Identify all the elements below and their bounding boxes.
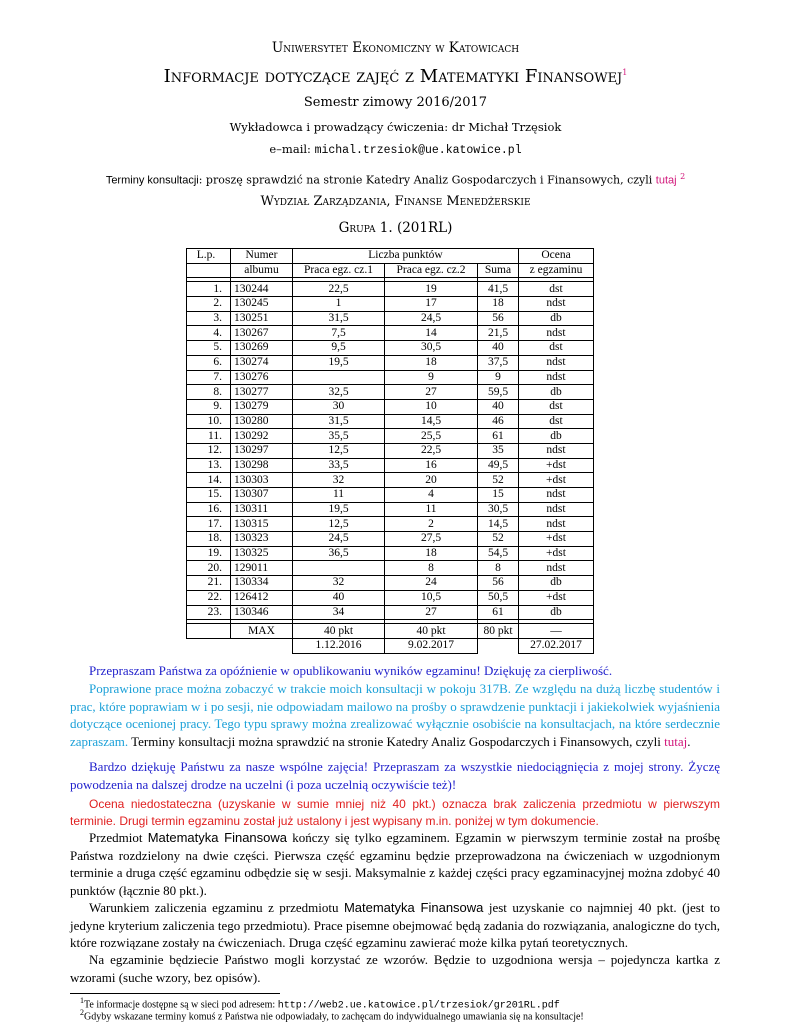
row-lp: 17.	[187, 517, 231, 532]
table-subheader-row	[187, 263, 594, 278]
row-album: 129011	[231, 561, 293, 576]
row-part1: 31,5	[293, 311, 385, 326]
row-album: 130274	[231, 355, 293, 370]
row-part2: 2	[385, 517, 478, 532]
row-sum: 21,5	[478, 326, 519, 341]
row-grade: ndst	[519, 370, 594, 385]
lecturer: Wykładowca i prowadzący ćwiczenia: dr Michał Trzęsiok	[229, 120, 562, 134]
row-sum: 56	[478, 311, 519, 326]
row-album: 130280	[231, 414, 293, 429]
university-name: Uniwersytet Ekonomiczny w Katowicach	[271, 40, 520, 56]
row-part2: 14,5	[385, 414, 478, 429]
group-name: Grupa 1. (201RL)	[338, 220, 453, 236]
table-row	[187, 488, 594, 503]
row-sum: 56	[478, 576, 519, 591]
subject-text-1: Przedmiot	[89, 830, 148, 845]
row-part1: 9,5	[293, 341, 385, 356]
row-sum: 14,5	[478, 517, 519, 532]
row-lp: 6.	[187, 355, 231, 370]
header-grade-1: Ocena	[519, 249, 594, 264]
table-row	[187, 297, 594, 312]
row-part2: 27,5	[385, 532, 478, 547]
row-part2: 17	[385, 297, 478, 312]
grades-table	[186, 248, 594, 654]
row-part1	[293, 561, 385, 576]
row-part2: 22,5	[385, 443, 478, 458]
formulas-paragraph: Na egzaminie będziecie Państwo mogli korzystać ze wzorów. Będzie to uzgodniona wersja – pojedyncza kartka z wzorami (suche wzory, bez opisów).	[70, 952, 720, 985]
row-lp: 23.	[187, 605, 231, 620]
table-row	[187, 502, 594, 517]
table-row	[187, 355, 594, 370]
row-album: 130244	[231, 282, 293, 297]
table-row	[187, 414, 594, 429]
row-part2: 30,5	[385, 341, 478, 356]
row-album: 130303	[231, 473, 293, 488]
row-part2: 10,5	[385, 590, 478, 605]
row-grade: ndst	[519, 326, 594, 341]
footnote-1-mark: 1	[80, 996, 84, 1005]
table-row	[187, 532, 594, 547]
row-album: 130307	[231, 488, 293, 503]
dates-part1: 1.12.2016	[293, 638, 385, 653]
table-row	[187, 576, 594, 591]
row-part1: 40	[293, 590, 385, 605]
max-sum: 80 pkt	[478, 624, 519, 639]
row-lp: 18.	[187, 532, 231, 547]
title-footnote-mark[interactable]: 1	[622, 68, 628, 77]
consultation-line	[0, 172, 791, 187]
row-lp: 8.	[187, 385, 231, 400]
row-album: 130298	[231, 458, 293, 473]
row-album: 130277	[231, 385, 293, 400]
row-grade: ndst	[519, 561, 594, 576]
row-album: 126412	[231, 590, 293, 605]
header-grade-2: z egzaminu	[519, 263, 594, 278]
row-grade: dst	[519, 399, 594, 414]
row-lp: 16.	[187, 502, 231, 517]
max-grade: —	[519, 624, 594, 639]
row-grade: db	[519, 576, 594, 591]
table-row	[187, 311, 594, 326]
max-label: MAX	[231, 624, 293, 639]
row-grade: ndst	[519, 488, 594, 503]
row-sum: 18	[478, 297, 519, 312]
row-sum: 59,5	[478, 385, 519, 400]
consultation-footnote-mark[interactable]: 2	[680, 172, 686, 181]
table-header-row	[187, 249, 594, 264]
table-row	[187, 443, 594, 458]
row-sum: 40	[478, 341, 519, 356]
row-sum: 52	[478, 473, 519, 488]
title-text: Informacje dotyczące zajęć z Matematyki Finansowej	[163, 66, 623, 87]
row-grade: dst	[519, 282, 594, 297]
row-part1: 11	[293, 488, 385, 503]
subject-text-2: kończy się tylko egzaminem. Egzamin w pierwszym terminie został na prośbę Państwa rozdzielony na dwie części. Pierwsza część egzaminu będzie przeprowadzona na ćwiczeniach w uzgodnionym terminie a druga część egzaminu odbędzie się w sesji. Maksymalnie z każdej części pracy egzaminacyjnej można zdobyć 40 punktów (łącznie 80 pkt.).	[70, 830, 720, 898]
row-sum: 46	[478, 414, 519, 429]
row-lp: 13.	[187, 458, 231, 473]
row-part1	[293, 370, 385, 385]
subject-name: Matematyka Finansowa	[147, 830, 287, 845]
apology-paragraph: Przepraszam Państwa za opóźnienie w opublikowaniu wyników egzaminu! Dziękuję za cierpliwość.	[89, 663, 613, 678]
row-lp: 9.	[187, 399, 231, 414]
row-album: 130245	[231, 297, 293, 312]
row-part2: 24,5	[385, 311, 478, 326]
row-grade: db	[519, 385, 594, 400]
row-part1: 19,5	[293, 502, 385, 517]
corrected-link[interactable]: tutaj	[664, 733, 688, 749]
footnote-2-text: Gdyby wskazane terminy komuś z Państwa nie odpowiadały, to zachęcam do indywidualnego umawiania się na konsultacje!	[84, 1011, 584, 1023]
row-sum: 52	[478, 532, 519, 547]
dates-empty-1	[187, 638, 231, 653]
row-lp: 15.	[187, 488, 231, 503]
row-sum: 61	[478, 429, 519, 444]
row-grade: +dst	[519, 473, 594, 488]
condition-paragraph	[70, 899, 720, 952]
row-grade: ndst	[519, 502, 594, 517]
row-sum: 37,5	[478, 355, 519, 370]
dates-part2: 9.02.2017	[385, 638, 478, 653]
row-part2: 25,5	[385, 429, 478, 444]
row-grade: +dst	[519, 590, 594, 605]
row-lp: 20.	[187, 561, 231, 576]
row-lp: 14.	[187, 473, 231, 488]
row-grade: ndst	[519, 517, 594, 532]
email-label: e–mail:	[269, 142, 315, 156]
row-lp: 7.	[187, 370, 231, 385]
row-album: 130346	[231, 605, 293, 620]
row-sum: 9	[478, 370, 519, 385]
footnote-2-mark: 2	[80, 1008, 84, 1017]
faculty: Wydział Zarządzania, Finanse Menedżerskie	[260, 194, 531, 209]
row-album: 130325	[231, 546, 293, 561]
row-sum: 40	[478, 399, 519, 414]
insufficient-grade-paragraph: Ocena niedostateczna (uzyskanie w sumie mniej niż 40 pkt.) oznacza brak zaliczenia przedmiotu w pierwszym terminie. Drugi termin egzaminu został już ustalony i jest wypisany m.in. poniżej w tym dokumencie.	[70, 797, 720, 828]
row-lp: 3.	[187, 311, 231, 326]
corrected-end: .	[687, 733, 691, 749]
header-points: Liczba punktów	[293, 249, 519, 264]
row-part2: 27	[385, 605, 478, 620]
row-lp: 4.	[187, 326, 231, 341]
footnote-1-url[interactable]: http://web2.ue.katowice.pl/trzesiok/gr201RL.pdf	[277, 1000, 560, 1012]
row-grade: ndst	[519, 355, 594, 370]
row-part1: 30	[293, 399, 385, 414]
page-title	[0, 66, 791, 87]
row-part2: 19	[385, 282, 478, 297]
row-sum: 61	[478, 605, 519, 620]
table-row	[187, 429, 594, 444]
row-part2: 24	[385, 576, 478, 591]
consultation-text: : proszę sprawdzić na stronie Katedry Analiz Gospodarczych i Finansowych, czyli	[198, 173, 656, 187]
row-grade: +dst	[519, 546, 594, 561]
condition-subject-name: Matematyka Finansowa	[343, 900, 484, 915]
row-sum: 41,5	[478, 282, 519, 297]
row-part1: 32,5	[293, 385, 385, 400]
table-row	[187, 370, 594, 385]
footnote-1-text: Te informacje dostępne są w sieci pod adresem:	[84, 999, 278, 1011]
row-part2: 16	[385, 458, 478, 473]
row-part1: 7,5	[293, 326, 385, 341]
table-row	[187, 385, 594, 400]
header-lp-empty	[187, 263, 231, 278]
row-part1: 34	[293, 605, 385, 620]
row-part1: 12,5	[293, 443, 385, 458]
row-lp: 10.	[187, 414, 231, 429]
table-row	[187, 561, 594, 576]
table-row	[187, 590, 594, 605]
table-row	[187, 517, 594, 532]
row-lp: 11.	[187, 429, 231, 444]
row-lp: 1.	[187, 282, 231, 297]
header-lp: L.p.	[187, 249, 231, 264]
row-sum: 35	[478, 443, 519, 458]
table-row	[187, 605, 594, 620]
corrected-cyan-text: Poprawione prace można zobaczyć w trakcie moich konsultacji w pokoju 317B. Ze względu na dużą liczbę studentów i prac, które poprawiam w i po sesji, nie odpowiadam mailowo na prośby o sprawdzenie punktacji i jakiekolwiek wyjaśnienia dotyczące ocenionej pracy. Tego typu sprawy można zrealizować wyłącznie osobiście na konsultacjach, na które serdecznie zapraszam.	[70, 681, 720, 749]
subject-paragraph	[70, 829, 720, 899]
row-part1: 33,5	[293, 458, 385, 473]
row-grade: ndst	[519, 297, 594, 312]
row-album: 130276	[231, 370, 293, 385]
row-album: 130269	[231, 341, 293, 356]
row-part1: 32	[293, 473, 385, 488]
row-grade: db	[519, 311, 594, 326]
row-part1: 31,5	[293, 414, 385, 429]
row-part1: 32	[293, 576, 385, 591]
row-part1: 22,5	[293, 282, 385, 297]
table-row	[187, 399, 594, 414]
row-album: 130292	[231, 429, 293, 444]
row-sum: 49,5	[478, 458, 519, 473]
row-sum: 8	[478, 561, 519, 576]
footnote-rule	[70, 993, 280, 994]
row-part2: 4	[385, 488, 478, 503]
row-part1: 12,5	[293, 517, 385, 532]
row-album: 130315	[231, 517, 293, 532]
row-part2: 10	[385, 399, 478, 414]
row-part1: 36,5	[293, 546, 385, 561]
table-row	[187, 341, 594, 356]
row-part2: 18	[385, 355, 478, 370]
row-grade: +dst	[519, 458, 594, 473]
row-album: 130334	[231, 576, 293, 591]
footnote-2	[80, 1008, 584, 1022]
row-album: 130267	[231, 326, 293, 341]
row-part2: 9	[385, 370, 478, 385]
max-part1: 40 pkt	[293, 624, 385, 639]
dates-grade: 27.02.2017	[519, 638, 594, 653]
header-part2: Praca egz. cz.2	[385, 263, 478, 278]
row-grade: ndst	[519, 443, 594, 458]
condition-text-1: Warunkiem zaliczenia egzaminu z przedmiotu	[89, 900, 344, 915]
row-part2: 8	[385, 561, 478, 576]
row-lp: 5.	[187, 341, 231, 356]
row-album: 130279	[231, 399, 293, 414]
row-part2: 20	[385, 473, 478, 488]
corrected-black-text: Terminy konsultacji można sprawdzić na stronie Katedry Analiz Gospodarczych i Finansowych, czyli	[128, 733, 665, 749]
table-dates-row	[187, 638, 594, 653]
row-part2: 14	[385, 326, 478, 341]
row-lp: 19.	[187, 546, 231, 561]
row-lp: 2.	[187, 297, 231, 312]
header-album-1: Numer	[231, 249, 293, 264]
row-grade: dst	[519, 414, 594, 429]
email-line	[0, 142, 791, 157]
row-part2: 18	[385, 546, 478, 561]
row-lp: 22.	[187, 590, 231, 605]
table-row	[187, 473, 594, 488]
row-grade: dst	[519, 341, 594, 356]
dates-empty-2	[231, 638, 293, 653]
max-empty	[187, 624, 231, 639]
row-lp: 12.	[187, 443, 231, 458]
table-row	[187, 282, 594, 297]
row-grade: +dst	[519, 532, 594, 547]
row-lp: 21.	[187, 576, 231, 591]
semester: Semestr zimowy 2016/2017	[303, 95, 488, 110]
max-part2: 40 pkt	[385, 624, 478, 639]
row-sum: 15	[478, 488, 519, 503]
header-album-2: albumu	[231, 263, 293, 278]
row-album: 130297	[231, 443, 293, 458]
row-album: 130251	[231, 311, 293, 326]
corrected-papers-paragraph	[70, 680, 720, 750]
row-part1: 19,5	[293, 355, 385, 370]
table-row	[187, 458, 594, 473]
table-row	[187, 546, 594, 561]
row-part2: 11	[385, 502, 478, 517]
row-part2: 27	[385, 385, 478, 400]
consultation-link[interactable]: tutaj	[655, 174, 677, 187]
table-row	[187, 326, 594, 341]
row-album: 130311	[231, 502, 293, 517]
row-part1: 24,5	[293, 532, 385, 547]
row-sum: 50,5	[478, 590, 519, 605]
thanks-paragraph: Bardzo dziękuję Państwu za nasze wspólne zajęcia! Przepraszam za wszystkie niedociągnięcia z mojej strony. Życzę powodzenia na dalszej drodze na uczelni (i poza uczelnią oczywiście też)!	[70, 759, 720, 792]
email-address: michal.trzesiok@ue.katowice.pl	[314, 144, 522, 157]
header-part1: Praca egz. cz.1	[293, 263, 385, 278]
row-sum: 30,5	[478, 502, 519, 517]
condition-text-2: jest uzyskanie co najmniej 40 pkt. (jest to jedyne kryterium zaliczenia tego przedmiotu). Prace pisemne obejmować będą zadania do rozwiązania, analogiczne do tych, które rozwiązane zostały na ćwiczeniach. Druga część egzaminu zawierać może kilka pytań teoretycznych.	[70, 900, 720, 950]
row-part1: 35,5	[293, 429, 385, 444]
row-sum: 54,5	[478, 546, 519, 561]
header-sum: Suma	[478, 263, 519, 278]
row-grade: db	[519, 429, 594, 444]
row-grade: db	[519, 605, 594, 620]
row-part1: 1	[293, 297, 385, 312]
dates-empty-3	[478, 638, 519, 653]
consultation-label: Terminy konsultacji	[105, 174, 199, 187]
row-album: 130323	[231, 532, 293, 547]
table-max-row	[187, 624, 594, 639]
